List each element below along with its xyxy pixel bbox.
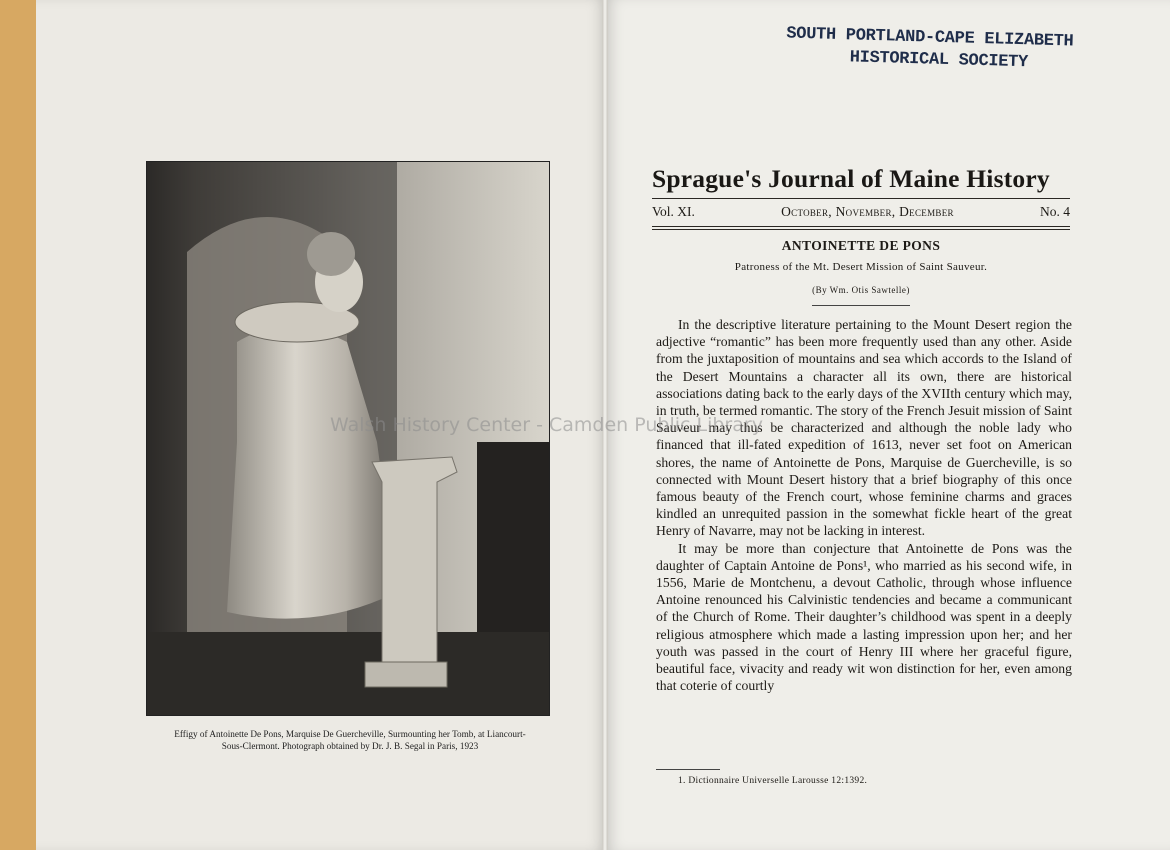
caption-line-2: Sous-Clermont. Photograph obtained by Dr. J. B. Segal in Paris, 1923	[221, 741, 479, 751]
byline-rule	[812, 305, 910, 306]
footnote: 1. Dictionnaire Universelle Larousse 12:1392.	[678, 776, 868, 786]
effigy-illustration	[147, 162, 549, 715]
effigy-photograph	[146, 161, 550, 716]
header-rule-top	[652, 198, 1070, 199]
photo-caption	[140, 728, 560, 752]
header-rule-bottom	[652, 226, 1070, 227]
issue-date: October, November, December	[781, 204, 954, 219]
article-title: ANTOINETTE DE PONS	[781, 238, 941, 253]
paragraph-1: In the descriptive literature pertaining to the Mount Desert region the adjective “romantic” has been more frequently used than any other. Aside from the juxtaposition of mountains and sea which accords to the Island of the Desert Mountains a character all its own, there are historical associations dating back to the early days of the XVIIth century which may, in truth, be termed romantic. The story of the French Jesuit mission of Saint Sauveur may thus be characterized and although the noble lady who financed that ill-fated expedition of 1613, never set foot on American shores, the name of Antoinette de Pons, Marquise de Guercheville, is so connected with Mount Desert history that a brief biography of this once famous beauty of the French court, whose feminine charms and graces kindled an unrequited passion in the somewhat fickle heart of the great Henry of Navarre, may not be lacking in interest.	[656, 317, 1072, 539]
journal-title: Sprague's Journal of Maine History	[652, 164, 1050, 193]
header-rule-bottom-double	[652, 229, 1070, 230]
volume-number: Vol. XI.	[652, 204, 695, 219]
historical-society-stamp	[785, 24, 1106, 77]
book-gutter	[602, 0, 608, 850]
footnote-rule	[656, 769, 720, 770]
article-body	[656, 316, 1072, 694]
caption-line-1: Effigy of Antoinette De Pons, Marquise De Guercheville, Surmounting her Tomb, at Liancourt-	[174, 729, 526, 739]
issue-line	[652, 204, 1070, 220]
stamp-line-1: SOUTH PORTLAND-CAPE ELIZABETH	[786, 24, 1074, 52]
library-watermark: Walsh History Center - Camden Public Library	[330, 414, 763, 436]
stamp-line-2: HISTORICAL SOCIETY	[849, 48, 1029, 73]
article-subtitle: Patroness of the Mt. Desert Mission of Saint Sauveur.	[734, 261, 988, 273]
paragraph-2: It may be more than conjecture that Antoinette de Pons was the daughter of Captain Antoine de Pons¹, who married as his second wife, in 1556, Marie de Montchenu, a devout Catholic, through whose influence Antoine renounced his Calvinistic tendencies and became a communicant of the Church of Rome. Their daughter’s childhood was spent in a deeply religious atmosphere which made a lasting impression upon her; and her youth was passed in the court of Henry III where her graceful figure, beautiful face, vivacity and ready wit won distinction for her, even among that coterie of courtly	[656, 540, 1072, 694]
article-byline: (By Wm. Otis Sawtelle)	[812, 285, 910, 295]
issue-number: No. 4	[1040, 204, 1070, 219]
